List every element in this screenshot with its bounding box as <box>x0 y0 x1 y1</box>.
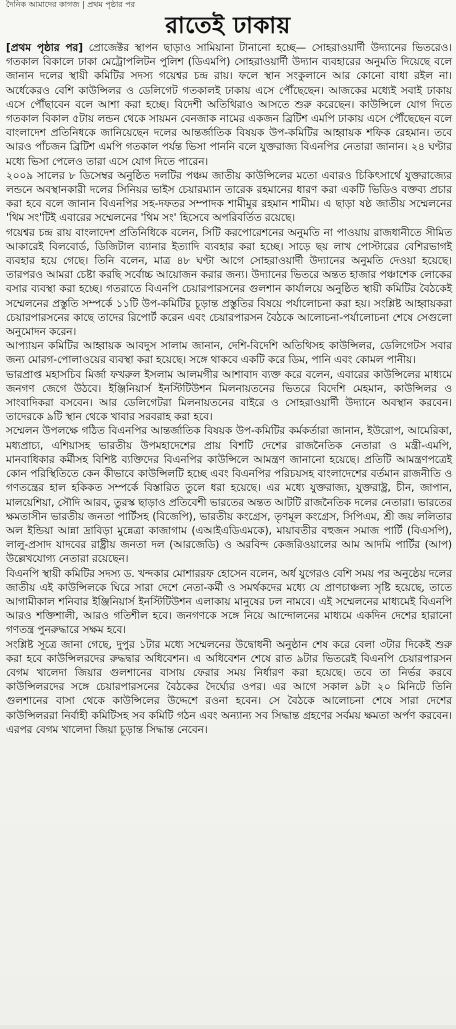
article-body <box>0 41 456 737</box>
paragraph-5: ভারপ্রাপ্ত মহাসচিব মির্জা ফখরুল ইসলাম আলমগীর আশাবাদ ব্যক্ত করে বলেন, এবারের কাউন্সিলের মাধ্যমে জনগণ জেগে উঠবে। ইঞ্জিনিয়ার্স ইনস্টিটিউশন মিলনায়তনের ভিতরে বিদেশি মেহমান, কাউন্সিলর ও সাংবাদিকরা বসবেন। আর ডেলিগেটরা মিলনায়তনের বাইরে ও সোহরাওয়ার্দী উদ্যানে অবস্থান করবেন। তাদেরকে ৯টি স্থান থেকে খাবার সরবরাহ করা হবে। <box>6 368 452 424</box>
continuation-tag: [প্রথম পৃষ্ঠার পর] <box>6 42 84 54</box>
paragraph-4: আপ্যায়ন কমিটির আহ্বায়ক আবদুস সালাম জানান, দেশি-বিদেশি অতিথিসহ কাউন্সিলর, ডেলিগেটস সবার জন্য মোরগ-পোলাওয়ের ব্যবস্থা করা হয়েছে। সঙ্গে থাকবে একটি করে ডিম, পানি এবং কোমল পানীয়। <box>6 340 452 367</box>
paragraph-2: ২০০৯ সালের ৮ ডিসেম্বর অনুষ্ঠিত দলটির পঞ্চম জাতীয় কাউন্সিলের মতো এবারও চিকিৎসার্থে যুক্তরাজ্যের লন্ডনে অবস্থানকারী দলের সিনিয়র ভাইস চেয়ারম্যান তারেক রহমানের ধারণ করা একটি ভিডিও বক্তব্য প্রচার করা হবে বলে জানান বিএনপির সহ-দফতর সম্পাদক শামীমুর রহমান শামীম। এ ছাড়া ষষ্ঠ জাতীয় সম্মেলনের 'থিম সং'টিই এবারের সম্মেলনের 'থিম সং' হিসেবে অপরিবর্তিত রয়েছে। <box>6 169 452 225</box>
paragraph-1 <box>6 41 452 169</box>
page-edge <box>0 1025 456 1029</box>
paragraph-text: প্রোজেক্টর স্থাপন ছাড়াও সামিয়ানা টানানো হচ্ছে— সোহরাওয়ার্দী উদ্যানের ভিতরেও। গতকাল বিকালে ঢাকা মেট্রোপলিটন পুলিশ (ডিএমপি) সোহরাওয়ার্দী উদ্যান ব্যবহারের অনুমতি দিয়েছে বলে জানান দলের স্থায়ী কমিটির সদস্য গয়েশ্বর চন্দ্র রায়। ফলে স্থান সংকুলানে আর কোনো বাধা রইল না। অর্ধেকেরও বেশি কাউন্সিলর ও ডেলিগেট গতকালই ঢাকায় এসে পৌঁছেছেন। আজকের মধ্যেই সবাই ঢাকায় এসে পৌঁছাবেন বলে আশা করা হচ্ছে। বিদেশী অতিথিরাও আসতে শুরু করেছেন। কাউন্সিলে যোগ দিতে গতকাল বিকাল ৫টায় লন্ডন থেকে সায়মন বেনজাক নামের একজন ব্রিটিশ এমপি ঢাকায় এসে পৌঁছেছেন বলে বাংলাদেশ প্রতিনিধকে জানিয়েছেন দলের আন্তর্জাতিক বিষয়ক উপ-কমিটির আহ্বায়ক শফিক রেহমান। তবে আরও পাঁচজন ব্রিটিশ এমপি গতকাল পর্যন্ত ভিসা পাননি বলে যুক্তরাজ্য বিএনপির নেতারা জানান। ২৪ ঘণ্টার মধ্যে ভিসা পেলেও তারা এসে যোগ দিতে পারেন। <box>6 42 452 168</box>
paragraph-3: গয়েশ্বর চন্দ্র রায় বাংলাদেশ প্রতিনিধিকে বলেন, সিটি করপোরেশনের অনুমতি না পাওয়ায় রাজধানীতে সীমিত আকারেই বিলবোর্ড, ডিজিটাল ব্যানার ইত্যাদি ব্যবহার করা হচ্ছে। সাড়ে ছয় লাখ পোস্টারের বেশিরভাগই ব্যবহার হয়ে গেছে। তিনি বলেন, মাত্র ৪৮ ঘণ্টা আগে সোহরাওয়ার্দী উদ্যানের অনুমতি দেওয়া হয়েছে। তারপরও আমরা চেষ্টা করছি সর্বোচ্চ আয়োজন করার জন্য। উদ্যানের ভিতরে অন্তত হাজার পঞ্চাশেক লোকের বসার ব্যবস্থা করা হচ্ছে। গতরাতে বিএনপি চেয়ারপারসনের গুলশান কার্যালয়ে অনুষ্ঠিত স্থায়ী কমিটির বৈঠকেই সম্মেলনের প্রস্তুতি সম্পর্কে ১১টি উপ-কমিটির চূড়ান্ত প্রস্তুতির বিষয়ে পর্যালোচনা করা হয়। সংশ্লিষ্ট আহ্বায়করা চেয়ারপারসনের কাছে তাদের রিপোর্ট করেন এবং চেয়ারপারসন বৈঠকে আলোচনা-পর্যালোচনা শেষে সেগুলো অনুমোদন করেন। <box>6 226 452 339</box>
paragraph-7: বিএনপি স্থায়ী কমিটির সদস্য ড. খন্দকার মোশাররফ হোসেন বলেন, অর্ধ যুগেরও বেশি সময় পর অনুষ্ঠেয় দলের জাতীয় এই কাউন্সিলকে ঘিরে সারা দেশে নেতা-কর্মী ও সমর্থকদের মধ্যে যে প্রাণচাঞ্চল্য সৃষ্টি হয়েছে, তাতে আগামীকাল শনিবার ইঞ্জিনিয়ার্স ইনস্টিটিউশন এলাকায় মানুষের ঢল নামবে। এই সম্মেলনের মাধ্যমেই বিএনপি আরও শক্তিশালী, আরও গতিশীল হবে। জনগণকে সঙ্গে নিয়ে আন্দোলনের মাধ্যমে একদিন দেশের হারানো গণতন্ত্র পুনরুদ্ধারে সক্ষম হবে। <box>6 567 452 637</box>
paragraph-8: সংশ্লিষ্ট সূত্রে জানা গেছে, দুপুর ১টার মধ্যে সম্মেলনের উদ্বোধনী অনুষ্ঠান শেষ করে বেলা ৩টার দিকেই শুরু করা হবে কাউন্সিলরদের রুদ্ধদ্বার অধিবেশন। এ অধিবেশন শেষে রাত ৯টার ভিতরেই বিএনপি চেয়ারপারসন বেগম খালেদা জিয়ার গুলশানের বাসায় ফেরার সময় নির্ধারণ করা হয়েছে। তবে তা নির্ভর করবে কাউন্সিলরদের সঙ্গে চেয়ারপারসনের বৈঠকের দৈর্ঘ্যের ওপর। এর আগে সকাল ৯টা ২০ মিনিটে তিনি গুলশানের বাসা থেকে কাউন্সিলের উদ্দেশে রওনা হবেন। সে বৈঠকে আলোচনা শেষে সারা দেশের কাউন্সিলররা নির্বাহী কমিটিসহ সব কমিটি গঠন এবং অন্যান্য সব সিদ্ধান্ত গ্রহণের সর্বময় ক্ষমতা অর্পণ করবেন। এরপর বেগম খালেদা জিয়া চূড়ান্ত সিদ্ধান্ত নেবেন। <box>6 638 452 736</box>
paragraph-6: সম্মেলন উপলক্ষে গঠিত বিএনপির আন্তর্জাতিক বিষয়ক উপ-কমিটির কর্মকর্তারা জানান, ইউরোপ, আমেরিকা, মধ্যপ্রাচ্য, এশিয়াসহ ভারতীয় উপমহাদেশের প্রায় বিশটি দেশের রাজনৈতিক নেতারা ও মন্ত্রী-এমপি, মানবাধিকার কর্মীসহ বিশিষ্ট ব্যক্তিদের বিএনপির কাউন্সিলে আমন্ত্রণ জানানো হয়েছে। প্রতিটি আমন্ত্রণপত্রেই কোন পরিস্থিতিতে কেন কীভাবে কাউন্সিলটি হচ্ছে এবং বিএনপির পরিচয়সহ বাংলাদেশের বর্তমান রাজনীতি ও গণতন্ত্রের হাল হকিকত সম্পর্কে বিস্তারিত তুলে ধরা হয়েছে। এর মধ্যে যুক্তরাজ্য, যুক্তরাষ্ট্র, চীন, জাপান, মালয়েশিয়া, সৌদি আরব, তুরস্ক ছাড়াও প্রতিবেশী ভারতের অন্তত আটটি রাজনৈতিক দলের নেতারা। ভারতের ক্ষমতাসীন ভারতীয় জনতা পার্টিসহ (বিজেপি), ভারতীয় কংগ্রেস, তৃণমূল কংগ্রেস, সিপিএম, শ্রী জয় ললিতার অল ইন্ডিয়া আন্না দ্রাবিড়া মুন্নেত্রা কাজাগাম (এআইএডিএমকে), মায়াবতীর বহুজন সমাজ পার্টি (বিএসপি), লালু-প্রসাদ যাদবের রাষ্ট্রীয় জনতা দল (আরজেডি) ও অরবিন্দ কেজরিওয়ালের আম আদমি পার্টির (আপ) উল্লেখযোগ্য নেতারা রয়েছেন। <box>6 425 452 566</box>
headline: রাতেই ঢাকায় <box>165 13 291 39</box>
page-strip: দৈনিক আমাদের কাগজ | প্রথম পৃষ্ঠার পর <box>6 0 136 9</box>
